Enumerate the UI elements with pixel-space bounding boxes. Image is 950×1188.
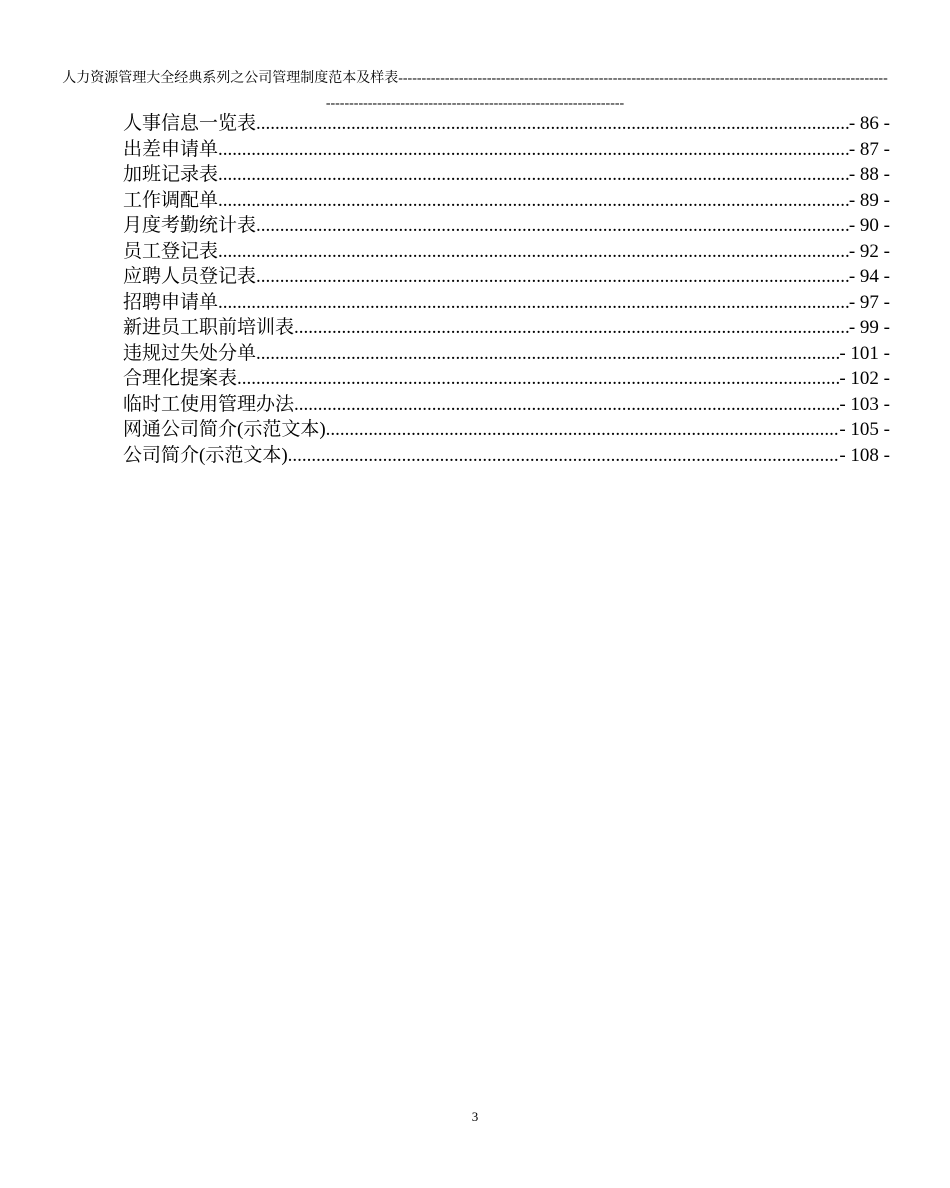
- toc-entry-page: - 94 -: [848, 266, 890, 287]
- toc-entry-page: - 88 -: [848, 164, 890, 185]
- toc-entry-title: 加班记录表: [123, 164, 219, 185]
- toc-entry[interactable]: [123, 213, 890, 239]
- toc-entry-title: 工作调配单: [123, 189, 219, 211]
- toc-entry-title: 网通公司简介(示范文本): [123, 419, 326, 440]
- toc-entry[interactable]: [123, 341, 890, 367]
- page-number: 3: [471, 1109, 479, 1124]
- toc-entry-title: 合理化提案表: [123, 368, 238, 389]
- toc-entry[interactable]: [123, 392, 890, 418]
- toc-entry[interactable]: [123, 111, 890, 137]
- toc-entry[interactable]: [123, 443, 890, 469]
- toc-entry[interactable]: [123, 315, 890, 341]
- toc-entry[interactable]: [123, 137, 890, 163]
- toc-entry[interactable]: [123, 239, 890, 265]
- toc-dot-leader: [256, 213, 849, 239]
- toc-entry-title: 临时工使用管理办法: [123, 393, 295, 415]
- toc-dot-leader: [256, 111, 849, 137]
- toc-entry-page: - 101 -: [839, 342, 890, 364]
- toc-entry[interactable]: [123, 162, 890, 188]
- page-header: 人力资源管理大全经典系列之公司管理制度范本及样表-------------------------------------------------------------------------------------------------------------------------------------------------------------------------: [62, 71, 888, 111]
- toc-entry-page: - 90 -: [848, 215, 890, 236]
- toc-dot-leader: [237, 366, 839, 392]
- toc-dot-leader: [294, 315, 849, 341]
- toc-entry-title: 人事信息一览表: [123, 113, 257, 134]
- table-of-contents: [123, 111, 890, 468]
- toc-dot-leader: [256, 264, 849, 290]
- toc-entry-title: 出差申请单: [123, 138, 219, 160]
- toc-entry-title: 招聘申请单: [123, 291, 219, 313]
- toc-entry[interactable]: [123, 188, 890, 214]
- toc-entry-page: - 86 -: [848, 113, 890, 134]
- toc-entry-title: 公司简介(示范文本): [123, 444, 288, 466]
- toc-entry-title: 月度考勤统计表: [123, 215, 257, 236]
- toc-dot-leader: [218, 188, 849, 214]
- toc-dot-leader: [294, 392, 839, 418]
- toc-dot-leader: [218, 137, 849, 163]
- toc-entry-title: 违规过失处分单: [123, 342, 257, 364]
- toc-entry[interactable]: [123, 417, 890, 443]
- toc-entry-page: - 87 -: [848, 138, 890, 160]
- toc-entry-page: - 108 -: [839, 444, 890, 466]
- toc-entry-page: - 103 -: [839, 393, 890, 415]
- toc-dot-leader: [218, 239, 849, 265]
- toc-dot-leader: [218, 162, 849, 188]
- toc-entry-page: - 89 -: [848, 189, 890, 211]
- toc-dot-leader: [256, 341, 839, 367]
- toc-entry-page: - 97 -: [848, 291, 890, 313]
- toc-entry-page: - 105 -: [839, 419, 890, 440]
- toc-entry-title: 员工登记表: [123, 240, 219, 262]
- toc-entry-page: - 99 -: [848, 317, 890, 338]
- toc-entry[interactable]: [123, 290, 890, 316]
- toc-entry[interactable]: [123, 264, 890, 290]
- toc-entry-title: 新进员工职前培训表: [123, 317, 295, 338]
- toc-entry-title: 应聘人员登记表: [123, 266, 257, 287]
- toc-dot-leader: [218, 290, 849, 316]
- toc-entry[interactable]: [123, 366, 890, 392]
- toc-entry-page: - 102 -: [839, 368, 890, 389]
- toc-entry-page: - 92 -: [848, 240, 890, 262]
- toc-dot-leader: [326, 417, 840, 443]
- toc-dot-leader: [288, 443, 840, 469]
